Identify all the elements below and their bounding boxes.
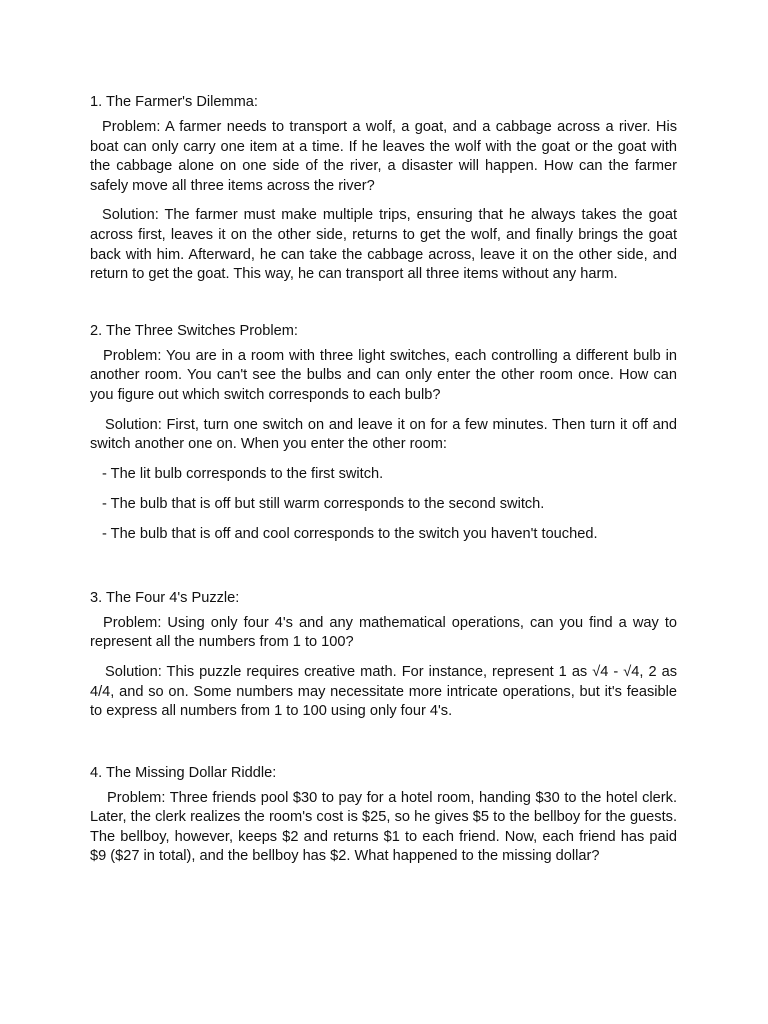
list-item: - The bulb that is off but still warm corresponds to the second switch.	[102, 495, 545, 512]
problem-paragraph: Problem: Three friends pool $30 to pay for a hotel room, handing $30 to the hotel clerk. Later, the clerk realizes the room's cost is $25, so he gives $5 to the bellboy for the guests. The bellboy, however, keeps $2 and returns $1 to each friend. Now, each friend has paid $9 ($27 in total), and the bellboy has $2. What happened to the missing dollar?	[90, 789, 677, 865]
section-heading: 2. The Three Switches Problem:	[90, 322, 298, 339]
problem-paragraph: Problem: You are in a room with three light switches, each controlling a different bulb in another room. You can't see the bulbs and can only enter the other room once. How can you figure out which switch corresponds to each bulb?	[90, 347, 677, 403]
list-item: - The bulb that is off and cool corresponds to the switch you haven't touched.	[102, 525, 598, 542]
section-three-switches	[90, 322, 677, 544]
solution-paragraph: Solution: The farmer must make multiple trips, ensuring that he always takes the goat across first, leaves it on the other side, returns to get the wolf, and finally brings the goat back with him. Afterward, he can take the cabbage across, leave it on the other side, and return to get the goat. This way, he can transport all three items without any harm.	[90, 207, 677, 283]
section-four-fours	[90, 589, 677, 722]
problem-paragraph: Problem: Using only four 4's and any mathematical operations, can you find a way to represent all the numbers from 1 to 100?	[90, 614, 677, 651]
section-heading: 3. The Four 4's Puzzle:	[90, 589, 240, 606]
list-item: - The lit bulb corresponds to the first switch.	[102, 465, 384, 482]
document-page	[90, 93, 677, 877]
section-heading: 4. The Missing Dollar Riddle:	[90, 764, 277, 781]
section-missing-dollar	[90, 764, 677, 867]
section-heading: 1. The Farmer's Dilemma:	[90, 94, 258, 110]
problem-paragraph: Problem: A farmer needs to transport a wolf, a goat, and a cabbage across a river. His boat can only carry one item at a time. If he leaves the wolf with the goat or the goat with the cabbage alone on one side of the river, a disaster will happen. How can the farmer safely move all three items across the river?	[90, 119, 677, 194]
solution-paragraph: Solution: First, turn one switch on and leave it on for a few minutes. Then turn it off and switch another one on. When you enter the other room:	[90, 416, 677, 453]
solution-paragraph: Solution: This puzzle requires creative math. For instance, represent 1 as √4 - √4, 2 as 4/4, and so on. Some numbers may necessitate more intricate operations, but it's feasible to express all numbers from 1 to 100 using only four 4's.	[90, 663, 677, 720]
section-farmers-dilemma	[90, 93, 677, 285]
